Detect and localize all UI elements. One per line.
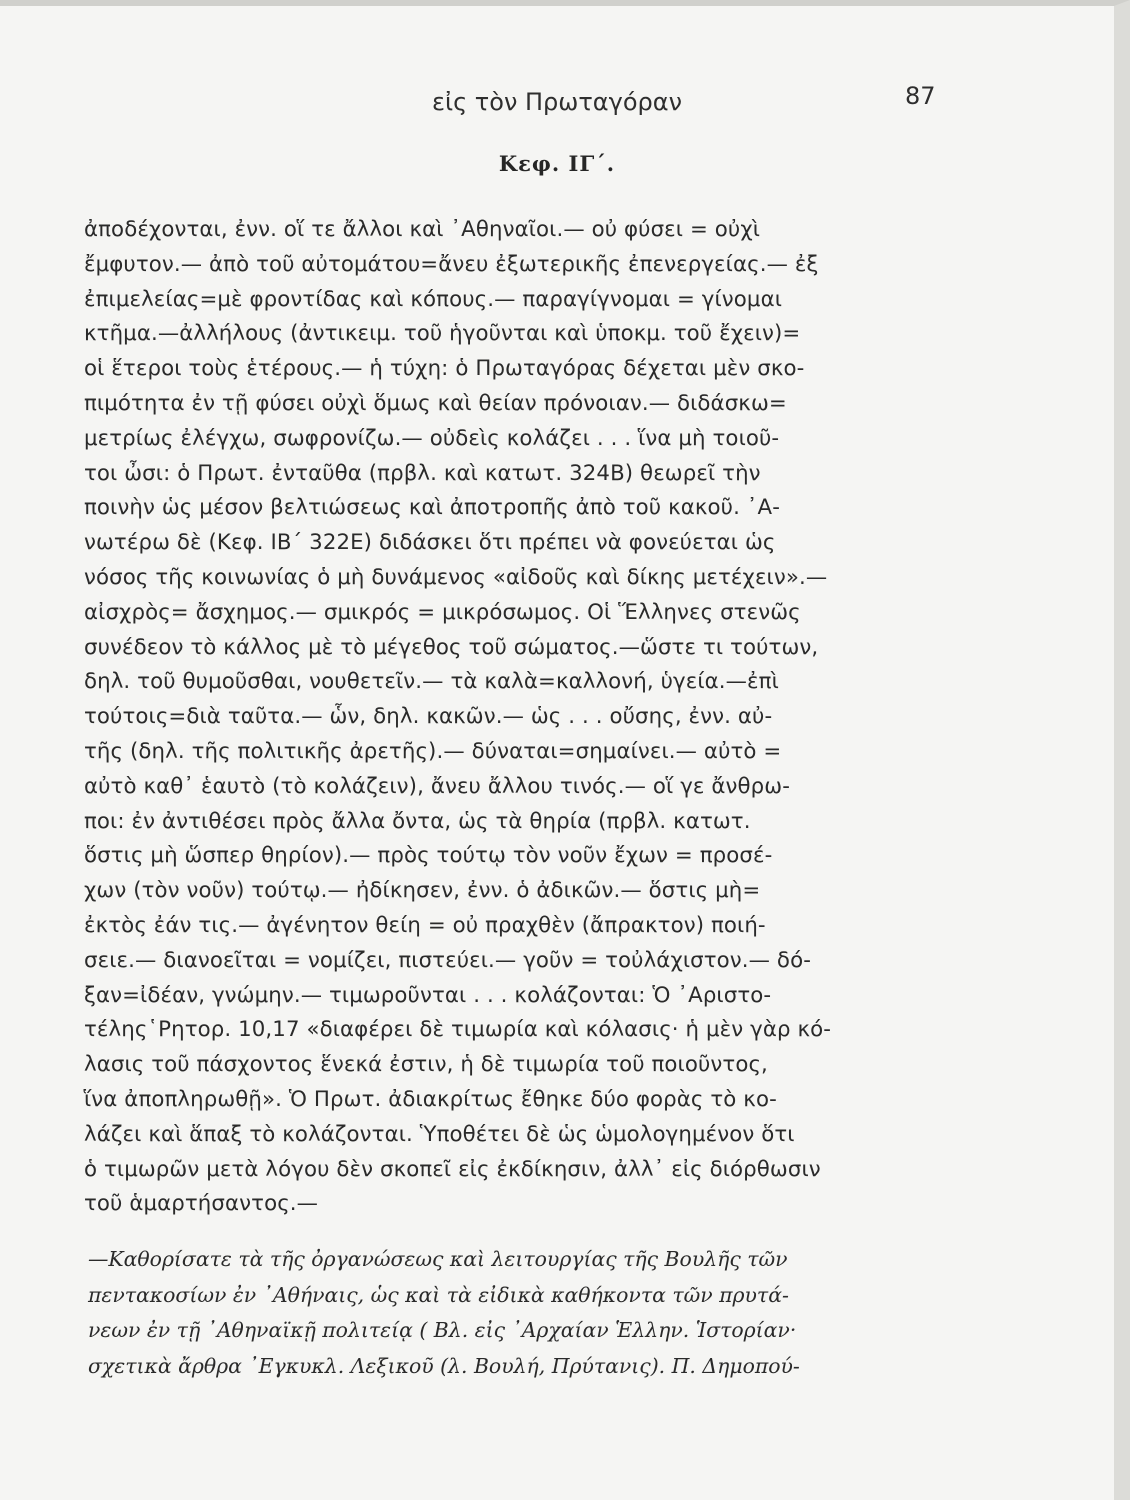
text-line: οἱ ἕτεροι τοὺς ἑτέρους.— ἡ τύχη: ὁ Πρωταγόρας δέχεται μὲν σκο-: [84, 356, 805, 382]
text-line: ποινὴν ὡς μέσον βελτιώσεως καὶ ἀποτροπῆς ἀπὸ τοῦ κακοῦ. ᾿Α-: [84, 495, 781, 521]
text-line: ἐκτὸς ἐάν τις.— ἀγένητον θείη = οὐ πραχθὲν (ἄπρακτον) ποιή-: [84, 912, 766, 938]
text-line: τῆς (δηλ. τῆς πολιτικῆς ἀρετῆς).— δύναται=σημαίνει.— αὐτὸ =: [84, 738, 782, 764]
text-line: ἐπιμελείας=μὲ φροντίδας καὶ κόπους.— παραγίγνομαι = γίνομαι: [84, 286, 783, 312]
text-line: τοῦ ἁμαρτήσαντος.—: [84, 1191, 319, 1217]
exercise-line: —Καθορίσατε τὰ τῆς ὀργανώσεως καὶ λειτουργίας τῆς Βουλῆς τῶν: [88, 1247, 788, 1271]
running-head: εἰς τὸν Πρωταγόραν: [432, 88, 682, 116]
text-line: ξαν=ἰδέαν, γνώμην.— τιμωροῦνται . . . κολάζονται: Ὁ ᾿Αριστο-: [84, 982, 772, 1008]
text-line: ὁ τιμωρῶν μετὰ λόγου δὲν σκοπεῖ εἰς ἐκδίκησιν, ἀλλ᾿ εἰς διόρθωσιν: [84, 1156, 821, 1182]
text-line: τέλης῾Ρητορ. 10,17 «διαφέρει δὲ τιμωρία καὶ κόλασις· ἡ μὲν γὰρ κό-: [84, 1017, 832, 1043]
text-line: τούτοις=διὰ ταῦτα.— ὧν, δηλ. κακῶν.— ὡς . . . οὔσης, ἐνν. αὐ-: [84, 704, 773, 730]
text-line: ἔμφυτον.— ἀπὸ τοῦ αὐτομάτου=ἄνευ ἐξωτερικῆς ἐπενεργείας.— ἐξ: [84, 251, 819, 277]
text-line: λάζει καὶ ἅπαξ τὸ κολάζονται. Ὑποθέτει δὲ ὡς ὡμολογημένον ὅτι: [84, 1121, 795, 1147]
text-line: πιμότητα ἐν τῇ φύσει οὐχὶ ὅμως καὶ θείαν πρόνοιαν.— διδάσκω=: [84, 390, 787, 416]
page-number: 87: [905, 82, 936, 110]
text-line: αὐτὸ καθ᾿ ἑαυτὸ (τὸ κολάζειν), ἄνευ ἄλλου τινός.— οἵ γε ἄνθρω-: [84, 773, 791, 799]
text-line: τοι ὦσι: ὁ Πρωτ. ἐνταῦθα (πρβλ. καὶ κατωτ. 324Β) θεωρεῖ τὴν: [84, 460, 761, 486]
text-line: χων (τὸν νοῦν) τούτῳ.— ἠδίκησεν, ἐνν. ὁ ἀδικῶν.— ὅστις μὴ=: [84, 878, 761, 904]
text-line: ἵνα ἀποπληρωθῇ». Ὁ Πρωτ. ἀδιακρίτως ἔθηκε δύο φορὰς τὸ κο-: [84, 1086, 777, 1112]
exercise-line: σχετικὰ ἄρθρα ᾿Εγκυκλ. Λεξικοῦ (λ. Βουλή, Πρύτανις). Π. Δημοπού-: [88, 1353, 800, 1378]
text-line: μετρίως ἐλέγχω, σωφρονίζω.— οὐδεὶς κολάζει . . . ἵνα μὴ τοιοῦ-: [84, 425, 780, 451]
text-line: αἰσχρὸς= ἄσχημος.— σμικρός = μικρόσωμος. Οἱ Ἕλληνες στενῶς: [84, 599, 801, 625]
commentary-text: [84, 213, 976, 1222]
chapter-title: Κεφ. ΙΓ΄.: [498, 151, 616, 176]
text-line: ὅστις μὴ ὥσπερ θηρίον).— πρὸς τούτῳ τὸν νοῦν ἔχων = προσέ-: [84, 843, 773, 869]
exercise-line: πεντακοσίων ἐν ᾿Αθήναις, ὡς καὶ τὰ εἰδικὰ καθήκοντα τῶν πρυτά-: [88, 1282, 789, 1307]
text-line: ποι: ἐν ἀντιθέσει πρὸς ἄλλα ὄντα, ὡς τὰ θηρία (πρβλ. κατωτ.: [84, 808, 751, 834]
text-line: σειε.— διανοεῖται = νομίζει, πιστεύει.— γοῦν = τοὐλάχιστον.— δό-: [84, 947, 811, 973]
text-line: συνέδεον τὸ κάλλος μὲ τὸ μέγεθος τοῦ σώματος.—ὥστε τι τούτων,: [84, 634, 819, 660]
text-line: κτῆμα.—ἀλλήλους (ἀντικειμ. τοῦ ἡγοῦνται καὶ ὑποκμ. τοῦ ἔχειν)=: [84, 321, 801, 347]
exercise-question: [88, 1242, 976, 1384]
text-line: ἀποδέχονται, ἐνν. οἵ τε ἄλλοι καὶ ᾿Αθηναῖοι.— οὐ φύσει = οὐχὶ: [84, 217, 761, 242]
text-line: λασις τοῦ πάσχοντος ἕνεκά ἐστιν, ἡ δὲ τιμωρία τοῦ ποιοῦντος,: [84, 1052, 768, 1078]
text-line: νόσος τῆς κοινωνίας ὁ μὴ δυνάμενος «αἰδοῦς καὶ δίκης μετέχειν».—: [84, 564, 828, 590]
text-line: δηλ. τοῦ θυμοῦσθαι, νουθετεῖν.— τὰ καλὰ=καλλονή, ὑγεία.—ἐπὶ: [84, 669, 779, 695]
exercise-line: νεων ἐν τῇ ᾿Αθηναϊκῇ πολιτείᾳ ( Βλ. εἰς ᾿Αρχαίαν Ἑλλην. Ἱστορίαν·: [88, 1318, 797, 1342]
text-line: νωτέρω δὲ (Κεφ. ΙΒ΄ 322Ε) διδάσκει ὅτι πρέπει νὰ φονεύεται ὡς: [84, 530, 776, 556]
